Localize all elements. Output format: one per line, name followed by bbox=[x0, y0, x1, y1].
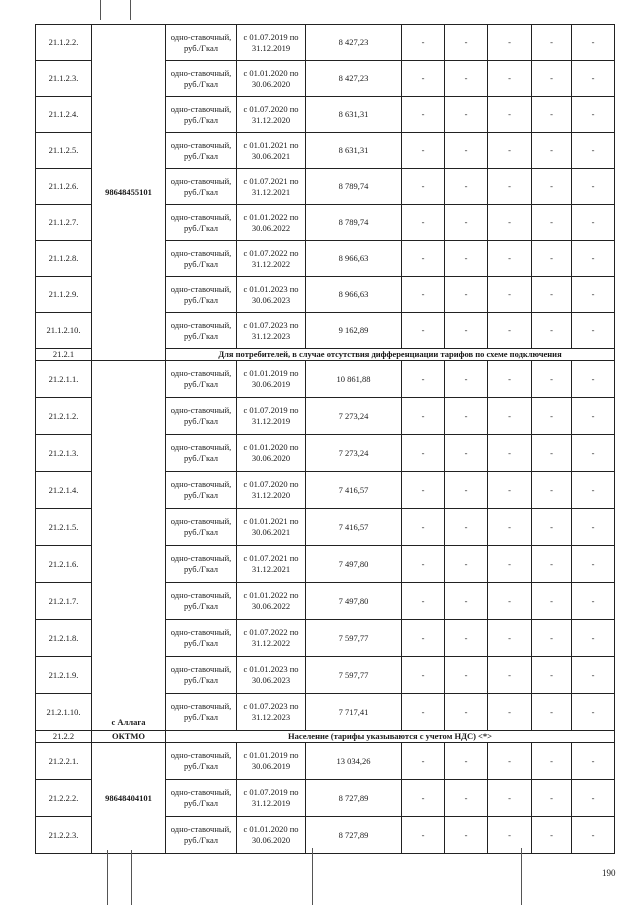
row-number: 21.1.2.7. bbox=[36, 205, 92, 241]
row-number: 21.1.2.5. bbox=[36, 133, 92, 169]
row-number: 21.2.1.3. bbox=[36, 435, 92, 472]
empty-value-dash: - bbox=[532, 509, 572, 546]
row-number: 21.2.1.6. bbox=[36, 546, 92, 583]
row-number: 21.1.2.3. bbox=[36, 61, 92, 97]
tariff-type: одно-ставочный, руб./Гкал bbox=[166, 509, 237, 546]
empty-value-dash: - bbox=[488, 169, 532, 205]
empty-value-dash: - bbox=[445, 97, 488, 133]
scan-line bbox=[131, 850, 132, 905]
row-number: 21.1.2.6. bbox=[36, 169, 92, 205]
tariff-type: одно-ставочный, руб./Гкал bbox=[166, 398, 237, 435]
tariff-value: 7 497,80 bbox=[306, 583, 402, 620]
empty-value-dash: - bbox=[402, 435, 445, 472]
empty-value-dash: - bbox=[488, 509, 532, 546]
empty-value-dash: - bbox=[532, 61, 572, 97]
section-number: 21.2.2 bbox=[36, 731, 92, 743]
empty-value-dash: - bbox=[402, 241, 445, 277]
empty-value-dash: - bbox=[402, 620, 445, 657]
empty-value-dash: - bbox=[402, 546, 445, 583]
empty-value-dash: - bbox=[445, 241, 488, 277]
empty-value-dash: - bbox=[488, 398, 532, 435]
section-number: 21.2.1 bbox=[36, 349, 92, 361]
tariff-value: 8 789,74 bbox=[306, 205, 402, 241]
empty-value-dash: - bbox=[488, 313, 532, 349]
empty-value-dash: - bbox=[445, 620, 488, 657]
empty-value-dash: - bbox=[532, 435, 572, 472]
empty-value-dash: - bbox=[532, 133, 572, 169]
tariff-type: одно-ставочный, руб./Гкал bbox=[166, 61, 237, 97]
empty-value-dash: - bbox=[572, 435, 615, 472]
empty-value-dash: - bbox=[445, 694, 488, 731]
scan-line bbox=[130, 0, 131, 20]
empty-value-dash: - bbox=[445, 61, 488, 97]
row-number: 21.2.2.3. bbox=[36, 817, 92, 854]
empty-value-dash: - bbox=[572, 583, 615, 620]
oktmo-code: 98648404101 bbox=[92, 743, 166, 854]
empty-value-dash: - bbox=[572, 313, 615, 349]
tariff-type: одно-ставочный, руб./Гкал bbox=[166, 472, 237, 509]
tariff-value: 7 717,41 bbox=[306, 694, 402, 731]
empty-value-dash: - bbox=[572, 620, 615, 657]
tariff-type: одно-ставочный, руб./Гкал bbox=[166, 133, 237, 169]
empty-value-dash: - bbox=[488, 277, 532, 313]
empty-value-dash: - bbox=[445, 133, 488, 169]
scan-line bbox=[312, 848, 313, 905]
empty-value-dash: - bbox=[445, 583, 488, 620]
validity-period: с 01.01.2021 по 30.06.2021 bbox=[237, 509, 306, 546]
empty-value-dash: - bbox=[402, 694, 445, 731]
oktmo-label: ОКТМО bbox=[92, 731, 166, 743]
row-number: 21.2.1.9. bbox=[36, 657, 92, 694]
tariff-type: одно-ставочный, руб./Гкал bbox=[166, 205, 237, 241]
tariff-value: 8 966,63 bbox=[306, 241, 402, 277]
empty-value-dash: - bbox=[572, 780, 615, 817]
empty-value-dash: - bbox=[445, 435, 488, 472]
tariff-type: одно-ставочный, руб./Гкал bbox=[166, 169, 237, 205]
empty-value-dash: - bbox=[532, 361, 572, 398]
empty-value-dash: - bbox=[402, 780, 445, 817]
page-number: 190 bbox=[602, 868, 616, 878]
empty-value-dash: - bbox=[445, 743, 488, 780]
validity-period: с 01.01.2022 по 30.06.2022 bbox=[237, 583, 306, 620]
empty-value-dash: - bbox=[532, 277, 572, 313]
empty-value-dash: - bbox=[572, 472, 615, 509]
scan-line bbox=[107, 850, 108, 905]
empty-value-dash: - bbox=[572, 546, 615, 583]
validity-period: с 01.01.2021 по 30.06.2021 bbox=[237, 133, 306, 169]
tariff-type: одно-ставочный, руб./Гкал bbox=[166, 583, 237, 620]
tariff-type: одно-ставочный, руб./Гкал bbox=[166, 361, 237, 398]
tariff-type: одно-ставочный, руб./Гкал bbox=[166, 277, 237, 313]
tariff-value: 13 034,26 bbox=[306, 743, 402, 780]
tariff-value: 8 631,31 bbox=[306, 133, 402, 169]
empty-value-dash: - bbox=[488, 241, 532, 277]
empty-value-dash: - bbox=[572, 361, 615, 398]
validity-period: с 01.07.2019 по 31.12.2019 bbox=[237, 398, 306, 435]
empty-value-dash: - bbox=[445, 780, 488, 817]
tariff-type: одно-ставочный, руб./Гкал bbox=[166, 97, 237, 133]
empty-value-dash: - bbox=[402, 313, 445, 349]
empty-value-dash: - bbox=[532, 205, 572, 241]
validity-period: с 01.01.2020 по 30.06.2020 bbox=[237, 435, 306, 472]
tariff-value: 9 162,89 bbox=[306, 313, 402, 349]
empty-value-dash: - bbox=[402, 61, 445, 97]
validity-period: с 01.07.2019 по 31.12.2019 bbox=[237, 780, 306, 817]
validity-period: с 01.07.2023 по 31.12.2023 bbox=[237, 694, 306, 731]
tariff-value: 7 416,57 bbox=[306, 509, 402, 546]
row-number: 21.2.1.5. bbox=[36, 509, 92, 546]
empty-value-dash: - bbox=[402, 398, 445, 435]
empty-value-dash: - bbox=[572, 205, 615, 241]
empty-value-dash: - bbox=[488, 435, 532, 472]
empty-value-dash: - bbox=[402, 205, 445, 241]
empty-value-dash: - bbox=[402, 583, 445, 620]
empty-value-dash: - bbox=[572, 657, 615, 694]
tariff-value: 8 631,31 bbox=[306, 97, 402, 133]
empty-value-dash: - bbox=[402, 817, 445, 854]
empty-value-dash: - bbox=[488, 620, 532, 657]
empty-value-dash: - bbox=[445, 546, 488, 583]
empty-value-dash: - bbox=[445, 313, 488, 349]
scan-line bbox=[100, 0, 101, 20]
tariff-value: 8 427,23 bbox=[306, 25, 402, 61]
empty-value-dash: - bbox=[532, 817, 572, 854]
empty-value-dash: - bbox=[572, 743, 615, 780]
validity-period: с 01.07.2022 по 31.12.2022 bbox=[237, 241, 306, 277]
row-number: 21.1.2.8. bbox=[36, 241, 92, 277]
empty-value-dash: - bbox=[488, 205, 532, 241]
validity-period: с 01.07.2020 по 31.12.2020 bbox=[237, 472, 306, 509]
validity-period: с 01.01.2020 по 30.06.2020 bbox=[237, 61, 306, 97]
row-number: 21.2.1.4. bbox=[36, 472, 92, 509]
empty-value-dash: - bbox=[532, 25, 572, 61]
tariff-type: одно-ставочный, руб./Гкал bbox=[166, 546, 237, 583]
tariff-type: одно-ставочный, руб./Гкал bbox=[166, 313, 237, 349]
row-number: 21.2.1.2. bbox=[36, 398, 92, 435]
row-number: 21.1.2.9. bbox=[36, 277, 92, 313]
validity-period: с 01.07.2020 по 31.12.2020 bbox=[237, 97, 306, 133]
empty-value-dash: - bbox=[488, 780, 532, 817]
empty-value-dash: - bbox=[532, 241, 572, 277]
settlement-column: с Аллага bbox=[92, 361, 166, 731]
empty-value-dash: - bbox=[532, 694, 572, 731]
empty-value-dash: - bbox=[445, 398, 488, 435]
empty-value-dash: - bbox=[572, 25, 615, 61]
row-number: 21.1.2.2. bbox=[36, 25, 92, 61]
empty-value-dash: - bbox=[572, 694, 615, 731]
empty-value-dash: - bbox=[445, 472, 488, 509]
empty-value-dash: - bbox=[445, 169, 488, 205]
table-row bbox=[36, 361, 615, 398]
empty-value-dash: - bbox=[488, 546, 532, 583]
empty-value-dash: - bbox=[572, 277, 615, 313]
empty-value-dash: - bbox=[402, 277, 445, 313]
validity-period: с 01.01.2022 по 30.06.2022 bbox=[237, 205, 306, 241]
empty-value-dash: - bbox=[488, 817, 532, 854]
validity-period: с 01.01.2019 по 30.06.2019 bbox=[237, 361, 306, 398]
validity-period: с 01.01.2023 по 30.06.2023 bbox=[237, 657, 306, 694]
empty-value-dash: - bbox=[572, 509, 615, 546]
section-title: Для потребителей, в случае отсутствия дифференциации тарифов по схеме подключения bbox=[166, 349, 615, 361]
empty-value-dash: - bbox=[402, 133, 445, 169]
empty-value-dash: - bbox=[402, 743, 445, 780]
tariff-value: 8 727,89 bbox=[306, 780, 402, 817]
tariff-value: 8 789,74 bbox=[306, 169, 402, 205]
empty-value-dash: - bbox=[402, 25, 445, 61]
empty-value-dash: - bbox=[445, 25, 488, 61]
empty-value-dash: - bbox=[402, 509, 445, 546]
validity-period: с 01.07.2021 по 31.12.2021 bbox=[237, 546, 306, 583]
empty-value-dash: - bbox=[445, 817, 488, 854]
empty-value-dash: - bbox=[572, 169, 615, 205]
empty-value-dash: - bbox=[532, 780, 572, 817]
empty-value-dash: - bbox=[532, 546, 572, 583]
empty-value-dash: - bbox=[532, 583, 572, 620]
row-number: 21.2.1.8. bbox=[36, 620, 92, 657]
empty-value-dash: - bbox=[532, 657, 572, 694]
empty-value-dash: - bbox=[572, 133, 615, 169]
empty-value-dash: - bbox=[532, 472, 572, 509]
tariff-value: 8 727,89 bbox=[306, 817, 402, 854]
tariff-type: одно-ставочный, руб./Гкал bbox=[166, 435, 237, 472]
empty-value-dash: - bbox=[445, 277, 488, 313]
tariff-value: 7 273,24 bbox=[306, 398, 402, 435]
empty-value-dash: - bbox=[402, 361, 445, 398]
empty-value-dash: - bbox=[532, 743, 572, 780]
row-number: 21.2.1.1. bbox=[36, 361, 92, 398]
table-row bbox=[36, 25, 615, 61]
tariff-type: одно-ставочный, руб./Гкал bbox=[166, 620, 237, 657]
row-number: 21.2.1.10. bbox=[36, 694, 92, 731]
oktmo-code: 98648455101 bbox=[92, 25, 166, 361]
empty-value-dash: - bbox=[572, 398, 615, 435]
empty-value-dash: - bbox=[445, 509, 488, 546]
row-number: 21.1.2.10. bbox=[36, 313, 92, 349]
tariff-type: одно-ставочный, руб./Гкал bbox=[166, 694, 237, 731]
empty-value-dash: - bbox=[402, 169, 445, 205]
empty-value-dash: - bbox=[488, 97, 532, 133]
tariff-type: одно-ставочный, руб./Гкал bbox=[166, 25, 237, 61]
table-row bbox=[36, 743, 615, 780]
empty-value-dash: - bbox=[488, 472, 532, 509]
validity-period: с 01.01.2019 по 30.06.2019 bbox=[237, 743, 306, 780]
tariff-value: 7 497,80 bbox=[306, 546, 402, 583]
row-number: 21.2.2.2. bbox=[36, 780, 92, 817]
validity-period: с 01.07.2022 по 31.12.2022 bbox=[237, 620, 306, 657]
empty-value-dash: - bbox=[445, 361, 488, 398]
empty-value-dash: - bbox=[488, 25, 532, 61]
empty-value-dash: - bbox=[532, 398, 572, 435]
validity-period: с 01.01.2023 по 30.06.2023 bbox=[237, 277, 306, 313]
tariff-value: 7 597,77 bbox=[306, 620, 402, 657]
tariff-type: одно-ставочный, руб./Гкал bbox=[166, 241, 237, 277]
validity-period: с 01.07.2021 по 31.12.2021 bbox=[237, 169, 306, 205]
empty-value-dash: - bbox=[532, 97, 572, 133]
section-title: Население (тарифы указываются с учетом НДС) <*> bbox=[166, 731, 615, 743]
empty-value-dash: - bbox=[488, 743, 532, 780]
tariff-type: одно-ставочный, руб./Гкал bbox=[166, 780, 237, 817]
empty-value-dash: - bbox=[488, 361, 532, 398]
empty-value-dash: - bbox=[445, 205, 488, 241]
section-row bbox=[36, 731, 615, 743]
tariff-value: 8 427,23 bbox=[306, 61, 402, 97]
empty-value-dash: - bbox=[488, 694, 532, 731]
empty-value-dash: - bbox=[488, 583, 532, 620]
row-number: 21.2.2.1. bbox=[36, 743, 92, 780]
empty-value-dash: - bbox=[488, 133, 532, 169]
tariff-value: 10 861,88 bbox=[306, 361, 402, 398]
tariff-value: 7 273,24 bbox=[306, 435, 402, 472]
validity-period: с 01.01.2020 по 30.06.2020 bbox=[237, 817, 306, 854]
empty-value-dash: - bbox=[572, 241, 615, 277]
empty-value-dash: - bbox=[402, 97, 445, 133]
empty-value-dash: - bbox=[445, 657, 488, 694]
empty-value-dash: - bbox=[572, 817, 615, 854]
empty-value-dash: - bbox=[572, 61, 615, 97]
tariff-value: 7 597,77 bbox=[306, 657, 402, 694]
empty-value-dash: - bbox=[532, 313, 572, 349]
tariff-value: 7 416,57 bbox=[306, 472, 402, 509]
scan-line bbox=[521, 848, 522, 905]
empty-value-dash: - bbox=[402, 657, 445, 694]
validity-period: с 01.07.2019 по 31.12.2019 bbox=[237, 25, 306, 61]
empty-value-dash: - bbox=[572, 97, 615, 133]
tariff-value: 8 966,63 bbox=[306, 277, 402, 313]
row-number: 21.1.2.4. bbox=[36, 97, 92, 133]
tariff-table bbox=[35, 24, 615, 854]
empty-value-dash: - bbox=[488, 61, 532, 97]
row-number: 21.2.1.7. bbox=[36, 583, 92, 620]
tariff-type: одно-ставочный, руб./Гкал bbox=[166, 743, 237, 780]
empty-value-dash: - bbox=[488, 657, 532, 694]
tariff-type: одно-ставочный, руб./Гкал bbox=[166, 657, 237, 694]
empty-value-dash: - bbox=[532, 620, 572, 657]
empty-value-dash: - bbox=[402, 472, 445, 509]
empty-value-dash: - bbox=[532, 169, 572, 205]
tariff-type: одно-ставочный, руб./Гкал bbox=[166, 817, 237, 854]
validity-period: с 01.07.2023 по 31.12.2023 bbox=[237, 313, 306, 349]
